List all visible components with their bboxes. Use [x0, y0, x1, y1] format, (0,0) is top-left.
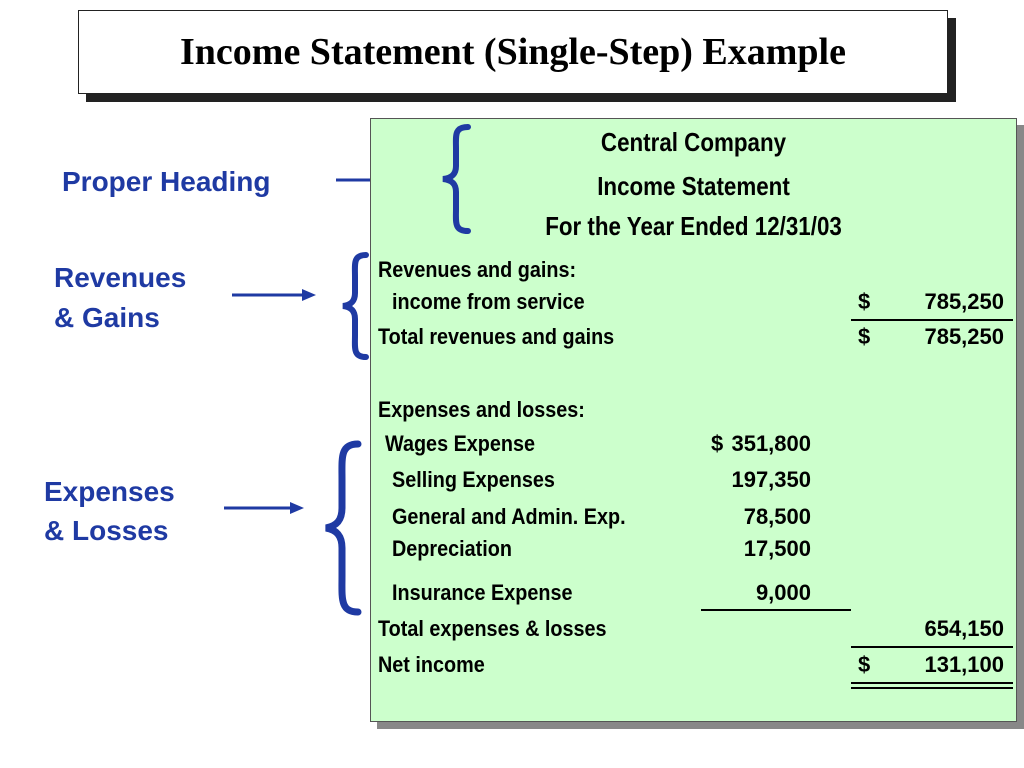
total-expenses-amount: 654,150 — [924, 616, 1004, 641]
statement-name: Income Statement — [597, 171, 790, 201]
revenues-annotation-line2: & Gains — [54, 302, 160, 333]
statement-period: For the Year Ended 12/31/03 — [545, 211, 842, 241]
expense-amount: 17,500 — [743, 536, 811, 561]
expense-label: General and Admin. Exp. — [392, 504, 626, 529]
total-revenues-label: Total revenues and gains — [378, 324, 615, 349]
revenues-brace-icon — [338, 252, 372, 360]
expense-label: Insurance Expense — [392, 580, 573, 605]
net-income-row — [371, 652, 1016, 682]
net-income-label: Net income — [378, 652, 485, 677]
company-name: Central Company — [600, 127, 787, 157]
expense-label: Wages Expense — [385, 431, 536, 456]
total-revenues-currency: $ — [858, 324, 871, 349]
revenues-arrow-icon — [232, 285, 318, 305]
expenses-header: Expenses and losses: — [378, 397, 585, 422]
expense-row — [371, 504, 1016, 534]
revenues-annotation-line1: Revenues — [54, 262, 187, 293]
expense-amount: 78,500 — [743, 504, 811, 529]
expense-row — [371, 580, 1016, 610]
expense-row — [371, 536, 1016, 566]
expense-amount: 351,800 — [731, 431, 811, 456]
net-income-currency: $ — [858, 652, 871, 677]
page-title: Income Statement (Single-Step) Example — [180, 31, 846, 73]
expense-row — [371, 467, 1016, 497]
total-revenues-amount: 785,250 — [924, 324, 1004, 349]
net-income-double-underline-bottom — [851, 687, 1013, 689]
net-income-double-underline-top — [851, 682, 1013, 684]
title-box — [78, 10, 948, 94]
revenue-item-amount: 785,250 — [924, 289, 1004, 314]
total-expenses-row — [371, 616, 1016, 646]
revenue-item-label: income from service — [392, 289, 585, 314]
expenses-header-row — [371, 397, 1016, 427]
expense-label: Depreciation — [392, 536, 512, 561]
expenses-annotation-line2: & Losses — [44, 515, 169, 546]
expenses-underline — [701, 609, 851, 611]
revenue-underline — [851, 319, 1013, 321]
net-income-amount: 131,100 — [924, 652, 1004, 677]
expense-row — [371, 431, 1016, 461]
expense-amount: 197,350 — [731, 467, 811, 492]
total-revenues-row — [371, 324, 1016, 354]
revenue-item-currency: $ — [858, 289, 871, 314]
expenses-annotation-line1: Expenses — [44, 476, 175, 507]
expense-amount: 9,000 — [755, 580, 811, 605]
expense-label: Selling Expenses — [392, 467, 555, 492]
expenses-arrow-icon — [224, 498, 306, 518]
expense-currency: $ — [711, 431, 724, 456]
revenue-item-row — [371, 289, 1016, 319]
heading-annotation: Proper Heading — [62, 166, 271, 197]
total-expenses-label: Total expenses & losses — [378, 616, 607, 641]
total-expenses-underline — [851, 646, 1013, 648]
revenues-header: Revenues and gains: — [378, 257, 577, 282]
revenues-header-row — [371, 257, 1016, 287]
heading-brace-icon — [438, 124, 474, 234]
expenses-brace-icon — [320, 440, 364, 616]
